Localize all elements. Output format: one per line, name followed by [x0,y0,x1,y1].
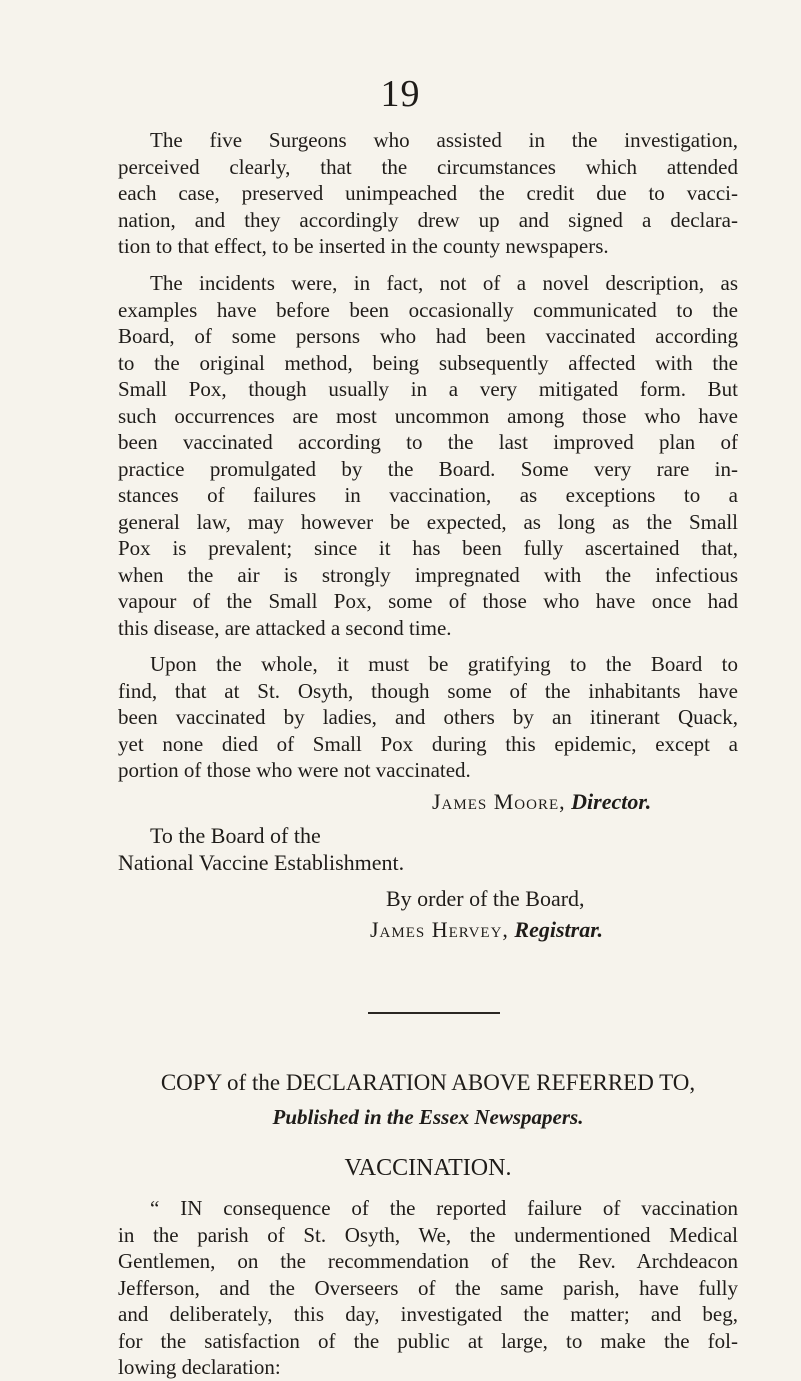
text-line: nation, and they accordingly drew up and signed a declara- [118,207,738,232]
text-line: Upon the whole, it must be gratifying to the Board to [150,652,738,676]
text-line: tion to that effect, to be inserted in the county newspapers. [118,234,609,258]
address-line: National Vaccine Establishment. [118,850,405,875]
text-line: examples have before been occasionally communicated to the [118,297,738,322]
text-line: in the parish of St. Osyth, We, the undermentioned Medical [118,1222,738,1247]
signature-director [432,789,651,815]
section-divider [368,1012,500,1014]
signer-title: Registrar. [514,917,604,942]
address-line: To the Board of the [150,823,321,848]
text-line: this disease, are attacked a second time. [118,615,452,640]
text-line: Board, of some persons who had been vaccinated according [118,324,738,348]
text-line: stances of failures in vaccination, as exceptions to a [118,483,738,507]
paragraph-1 [118,127,738,260]
signer-name: James Moore, [432,789,566,814]
text-line: find, that at St. Osyth, though some of the inhabitants have [118,678,738,703]
paragraph-4 [118,1195,738,1381]
text-line: yet none died of Small Pox during this epidemic, except a [118,731,738,756]
text-line: perceived clearly, that the circumstances which attended [118,154,738,179]
signer-name: James Hervey, [370,917,509,942]
text-line: when the air is strongly impregnated with the infectious [118,562,738,587]
paragraph-3 [118,651,738,784]
text-line: been vaccinated by ladies, and others by an itinerant Quack, [118,705,738,729]
text-line: Gentlemen, on the recommendation of the Rev. Archdeacon [118,1249,738,1273]
text-line: lowing declaration: [118,1355,281,1379]
text-line: practice promulgated by the Board. Some very rare in- [118,456,738,481]
text-line: portion of those who were not vaccinated. [118,758,471,782]
text-line: each case, preserved unimpeached the credit due to vacci- [118,181,738,205]
text-line: to the original method, being subsequently affected with the [118,350,738,375]
text-line: general law, may however be expected, as long as the Small [118,509,738,534]
text-line: Pox is prevalent; since it has been fully ascertained that, [118,536,738,560]
text-line: Jefferson, and the Overseers of the same parish, have fully [118,1275,738,1300]
copy-heading: COPY of the DECLARATION ABOVE REFERRED TO, [160,1070,696,1095]
published-line: Published in the Essex Newspapers. [272,1105,584,1129]
text-line: vapour of the Small Pox, some of those who have once had [118,589,738,613]
vaccination-heading: VACCINATION. [344,1155,512,1181]
text-line: such occurrences are most uncommon among those who have [118,403,738,428]
order-line: By order of the Board, [386,886,585,911]
signer-title: Director. [571,789,652,814]
text-line: and deliberately, this day, investigated the matter; and beg, [118,1302,738,1326]
signature-registrar [370,917,603,943]
text-line: “ IN consequence of the reported failure of vaccination [150,1196,738,1220]
text-line: The incidents were, in fact, not of a novel description, as [150,271,738,295]
paragraph-2 [118,270,738,641]
text-line: been vaccinated according to the last improved plan of [118,430,738,454]
text-line: The five Surgeons who assisted in the investigation, [150,128,738,152]
page-number: 19 [380,73,421,115]
text-line: for the satisfaction of the public at large, to make the fol- [118,1328,738,1353]
text-line: Small Pox, though usually in a very mitigated form. But [118,377,738,401]
